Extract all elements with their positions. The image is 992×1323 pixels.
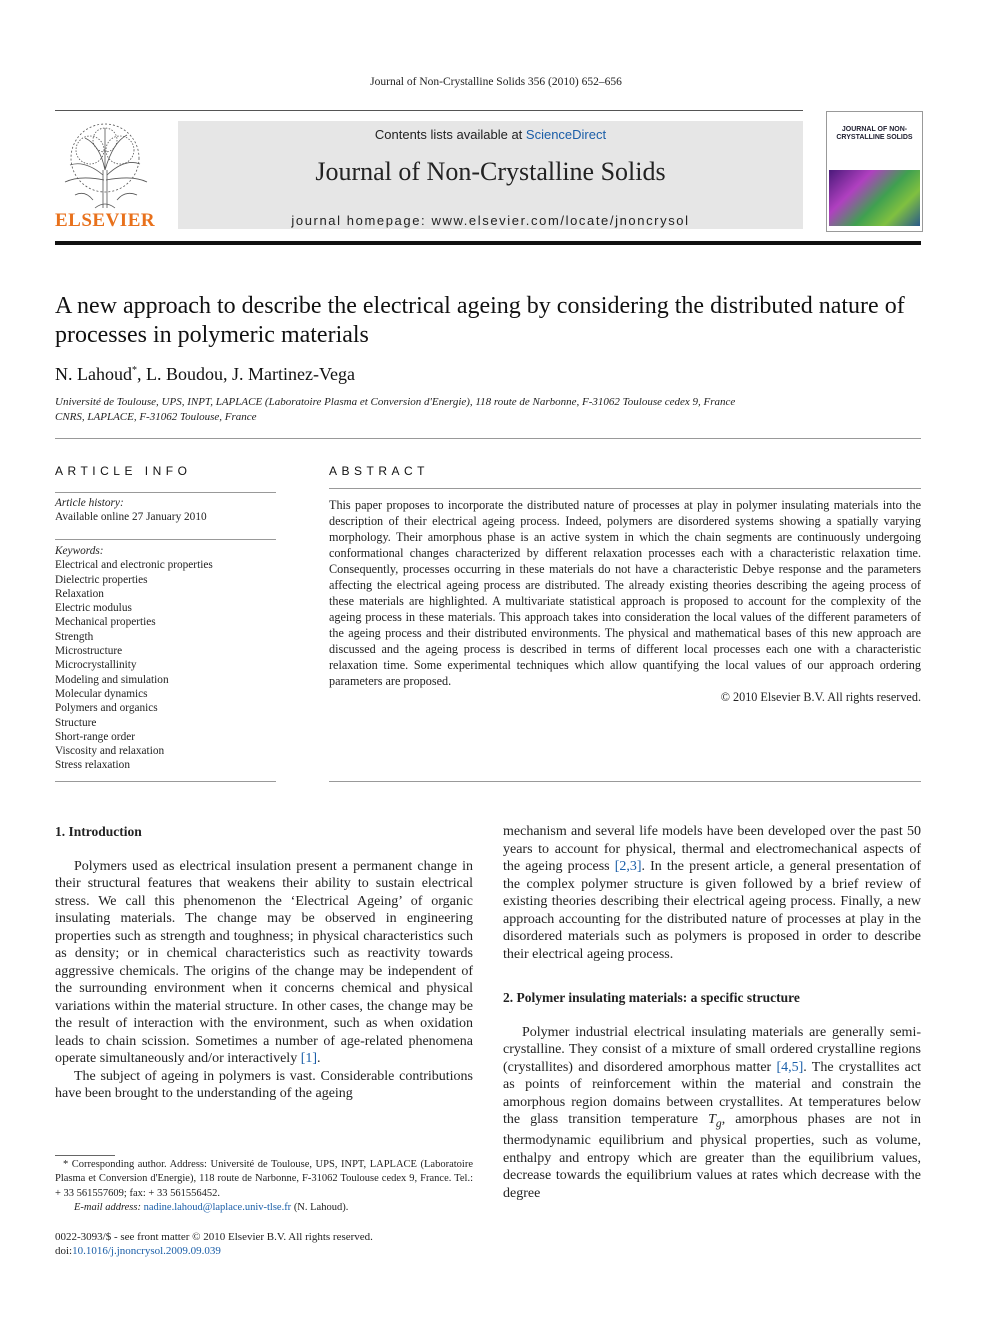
journal-homepage[interactable]: journal homepage: www.elsevier.com/locate/jnoncrysol (291, 213, 690, 228)
email-label: E-mail address: (74, 1201, 144, 1213)
keyword: Strength (55, 630, 94, 643)
article-title: A new approach to describe the electrical ageing by considering the distributed nature of processes in polymeric materials (55, 293, 905, 348)
elsevier-logo (55, 120, 155, 232)
email-link[interactable]: nadine.lahoud@laplace.univ-tlse.fr (143, 1201, 292, 1213)
reference-link[interactable]: [1] (300, 1051, 318, 1066)
author-list (55, 364, 355, 385)
keyword: Stress relaxation (55, 759, 130, 772)
reference-link[interactable]: [2,3] (614, 859, 642, 874)
paragraph: Polymers used as electrical insulation present a permanent change in their structural features that weakens their ability to sustain electrical stress. We call this phenomenon the ‘Electrical Ageing’ of organic insulating materials. The change may be observed in engineering properties such as strength and toughness; in physical characteristics such as density; or in chemical characteristics such as reactivity towards aggressive chemicals. The origins of the change may be independent of the surrounding environment when it concerns chemical and physical variations within the material structure. In other cases, the change may be the result of interaction with the environment, such as when oxidation leads to chain scission. Sometimes a number of age-related phenomena operate simultaneously and/or interactively [1]. (55, 858, 473, 1066)
keyword: Structure (55, 716, 97, 729)
keyword: Molecular dynamics (55, 687, 148, 700)
info-rule (55, 781, 276, 782)
journal-cover (826, 111, 923, 232)
tg-letter: T (708, 1112, 716, 1127)
article-history (55, 496, 276, 525)
footnote-rule (55, 1155, 115, 1156)
author-name: , L. Boudou, J. Martinez-Vega (136, 364, 355, 384)
abstract (329, 497, 921, 705)
abstract-rule (329, 488, 921, 489)
abstract-rule (329, 781, 921, 782)
journal-citation: Journal of Non-Crystalline Solids 356 (2010) 652–656 (370, 76, 622, 88)
tg-subscript: g (715, 1116, 722, 1130)
body-column-left (55, 823, 473, 1103)
paragraph: The subject of ageing in polymers is vast. Considerable contributions have been brought to the understanding of the ageing (55, 1068, 473, 1101)
elsevier-wordmark: ELSEVIER (55, 210, 156, 231)
sciencedirect-link[interactable]: ScienceDirect (525, 127, 607, 142)
abstract-heading: ABSTRACT (329, 464, 430, 478)
section-heading: 2. Polymer insulating materials: a specific structure (503, 990, 800, 1005)
paragraph-text: . The crystallites act as points of reinforcement within the material and constrain the amorphous region domains between crystallites. At temperatures below the glass transition temperature (503, 1059, 922, 1127)
email-line (55, 1201, 473, 1215)
section-heading: 1. Introduction (55, 824, 142, 839)
paragraph-text: mechanism and several life models have been developed over the past 50 years to account for physical, thermal and electromechanical aspects of the ageing process (503, 824, 921, 874)
paragraph (503, 823, 921, 963)
keyword: Modeling and simulation (55, 673, 169, 686)
abstract-text: This paper proposes to incorporate the distributed nature of processes at play in polymer insulating materials into the description of their electrical ageing process. Indeed, polymers are disordered systems showing a spatially varying morphology. Their amorphous phase is an active system in which the chain segments are continuously undergoing conformational changes characterized by different relaxation processes each with a characteristic relaxation time. Consequently, processes occurring in these materials do not have a characteristic Debye response and the parameters affecting the electrical ageing process are distributed. The already existing theories describing the ageing process of these materials are highlighted. A multivariate statistical approach is proposed to account for the complexity of the ageing process in these materials. This approach takes into consideration the local values of the different parameters of the ageing process and their distributed environments. The physical and mathematical bases of this new approach are discussed and the ageing process is described in terms of different local processes each one with a characteristic relaxation time. Some experimental techniques which allow quantifying the local values of our approach ordering parameters are proposed. (329, 498, 921, 688)
keyword: Microstructure (55, 645, 123, 658)
paragraph-text: , amorphous phases are not in thermodynamic equilibrium and physical properties, such as volume, enthalpy and entropy which are greater than the equilibrium values, decrease towards the equilibrium values at rates which decrease with the degree (503, 1112, 921, 1201)
affiliation: Université de Toulouse, UPS, INPT, LAPLACE (Laboratoire Plasma et Conversion d'Energie), 118 route de Narbonne, F-31062 Toulouse cedex 9, France (55, 396, 736, 408)
info-rule (55, 492, 276, 493)
affiliations (55, 395, 925, 425)
info-rule (55, 539, 276, 540)
cover-title: JOURNAL OF NON-CRYSTALLINE SOLIDS (836, 126, 913, 141)
keyword: Dielectric properties (55, 573, 148, 586)
header-thick-rule (55, 241, 921, 245)
paragraph-text: Polymers used as electrical insulation present a permanent change in their structural features that weakens their ability to sustain electrical stress. We call this phenomenon the ‘Electrical Ageing’ of organic insulating materials. The change may be observed in engineering properties such as strength and toughness; in physical characteristics such as density; or in chemical characteristics such as reactivity towards aggressive chemicals. The origins of the change may be independent of the surrounding environment when it concerns chemical and physical variations within the material structure. In other cases, the change may be the result of interaction with the environment, such as when oxidation leads to chain scission. Sometimes a number of age-related phenomena operate simultaneously and/or interactively (55, 858, 473, 1066)
keyword: Polymers and organics (55, 702, 158, 715)
affiliation: CNRS, LAPLACE, F-31062 Toulouse, France (55, 411, 257, 423)
front-matter (55, 1230, 555, 1259)
paragraph (503, 1024, 921, 1203)
body-column-right (503, 823, 921, 1202)
title-rule (55, 438, 921, 439)
email-suffix: (N. Lahoud). (291, 1201, 349, 1213)
header-rule (55, 110, 803, 111)
issn-line: 0022-3093/$ - see front matter © 2010 Elsevier B.V. All rights reserved. (55, 1231, 373, 1243)
history-label: Article history: (55, 497, 124, 509)
keyword: Mechanical properties (55, 616, 156, 629)
keywords-block (55, 544, 276, 773)
journal-banner (178, 121, 803, 229)
doi-line (55, 1244, 555, 1258)
doi-prefix: doi: (55, 1245, 73, 1258)
corresponding-mark[interactable]: * (131, 365, 137, 376)
footnote-text: * Corresponding author. Address: Université de Toulouse, UPS, INPT, LAPLACE (Laboratoire Plasma et Conversion d'Energie), 118 route de Narbonne, F-31062 Toulouse cedex 9, France. Tel.: + 33 561557609; fax: + 33 561556452. (55, 1159, 473, 1199)
paragraph-text: Polymer industrial electrical insulating materials are generally semi-crystalline. They consist of a mixture of small ordered crystalline regions (crystallites) and disordered amorphous matter (503, 1024, 921, 1075)
tree-icon (55, 120, 155, 210)
contents-line (178, 127, 803, 142)
article-info-heading: ARTICLE INFO (55, 464, 192, 478)
paragraph-text: . In the present article, a general presentation of the complex polymer structure is given followed by a brief review of existing theories describing their electrical ageing process. Finally, a new approach accounting for the distributed nature of processes at play in the disordered materials such as polymers is proposed in order to describe their electrical ageing process. (503, 859, 921, 962)
keyword: Short-range order (55, 730, 135, 743)
contents-prefix: Contents lists available at (374, 127, 526, 142)
keyword: Electrical and electronic properties (55, 559, 213, 572)
author-name: N. Lahoud (55, 364, 132, 384)
cover-artwork (829, 170, 920, 226)
keyword: Viscosity and relaxation (55, 745, 165, 758)
keyword: Electric modulus (55, 602, 132, 615)
tg-symbol (708, 1112, 722, 1130)
footnote (55, 1158, 473, 1215)
keyword: Relaxation (55, 587, 104, 600)
keyword: Microcrystallinity (55, 659, 137, 672)
history-date: Available online 27 January 2010 (55, 511, 207, 524)
journal-title: Journal of Non-Crystalline Solids (315, 157, 666, 186)
keywords-label: Keywords: (55, 545, 104, 557)
reference-link[interactable]: [4,5] (776, 1059, 804, 1075)
doi-link[interactable]: 10.1016/j.jnoncrysol.2009.09.039 (72, 1245, 221, 1258)
copyright: © 2010 Elsevier B.V. All rights reserved. (720, 690, 921, 704)
